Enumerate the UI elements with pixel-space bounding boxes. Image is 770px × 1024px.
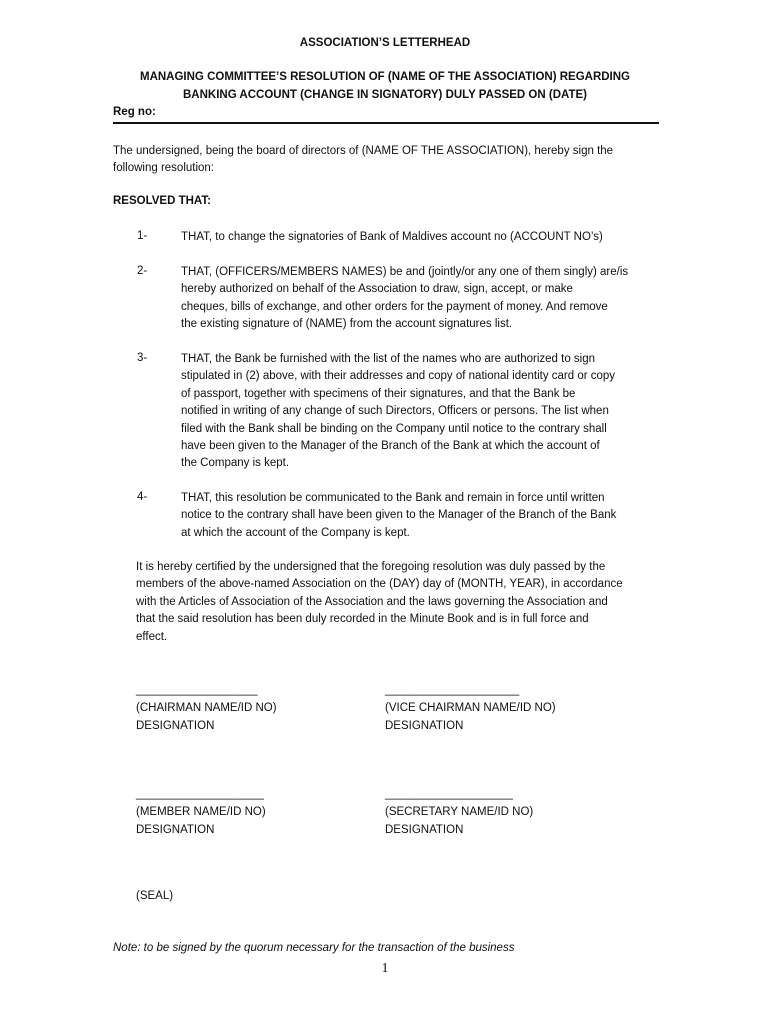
intro-line: following resolution: bbox=[113, 162, 215, 175]
footer-note: Note: to be signed by the quorum necessary for the transaction of the business bbox=[113, 942, 515, 954]
page-number: 1 bbox=[381, 961, 389, 976]
document-title-line-1: MANAGING COMMITTEE’S RESOLUTION OF (NAME OF THE ASSOCIATION) REGARDING bbox=[139, 71, 631, 83]
vice-chairman-signature-block bbox=[385, 681, 556, 735]
secretary-designation-label: DESIGNATION bbox=[385, 824, 464, 836]
resolution-line: cheques, bills of exchange, and other orders for the payment of money. And remove bbox=[181, 300, 608, 313]
seal-label: (SEAL) bbox=[136, 890, 174, 902]
resolution-item-3 bbox=[181, 351, 659, 473]
resolution-line: at which the account of the Company is kept. bbox=[181, 526, 410, 539]
intro-line: The undersigned, being the board of directors of (NAME OF THE ASSOCIATION), hereby sign the bbox=[113, 145, 614, 157]
resolution-line: filed with the Bank shall be binding on the Company until notice to the contrary shall bbox=[181, 422, 607, 435]
intro-paragraph bbox=[113, 143, 659, 178]
resolution-number: 4- bbox=[137, 491, 148, 503]
resolution-line: stipulated in (2) above, with their addresses and copy of national identity card or copy bbox=[181, 370, 616, 383]
member-signature-block bbox=[136, 785, 266, 839]
chairman-designation-label: DESIGNATION bbox=[136, 720, 215, 732]
resolution-line: of passport, together with specimens of their signatures, and that the Bank be bbox=[181, 387, 576, 400]
member-name-label: (MEMBER NAME/ID NO) bbox=[136, 806, 266, 818]
member-designation-label: DESIGNATION bbox=[136, 824, 215, 836]
resolution-line: THAT, to change the signatories of Bank of Maldives account no (ACCOUNT NO’s) bbox=[181, 231, 603, 243]
resolution-line: have been given to the Manager of the Branch of the Bank at which the account of bbox=[181, 440, 600, 453]
resolution-item-1 bbox=[181, 229, 659, 246]
secretary-name-label: (SECRETARY NAME/ID NO) bbox=[385, 806, 534, 818]
chairman-name-label: (CHAIRMAN NAME/ID NO) bbox=[136, 702, 277, 714]
vice-chairman-designation-label: DESIGNATION bbox=[385, 720, 464, 732]
signature-line: ____________________ bbox=[136, 788, 264, 800]
resolution-line: hereby authorized on behalf of the Association to draw, sign, accept, or make bbox=[181, 283, 573, 296]
certification-line: that the said resolution has been duly recorded in the Minute Book and is in full force and bbox=[136, 613, 589, 626]
resolution-line: THAT, (OFFICERS/MEMBERS NAMES) be and (jointly/or any one of them singly) are/is bbox=[181, 266, 629, 278]
certification-line: effect. bbox=[136, 630, 168, 643]
resolution-number: 2- bbox=[137, 265, 148, 277]
resolution-number: 1- bbox=[137, 230, 148, 242]
resolution-line: THAT, the Bank be furnished with the list of the names who are authorized to sign bbox=[181, 353, 596, 365]
certification-line: with the Articles of Association of the Association and the laws governing the Association and bbox=[136, 595, 608, 608]
resolution-line: notice to the contrary shall have been given to the Manager of the Branch of the Bank bbox=[181, 509, 617, 522]
signature-line: ___________________ bbox=[136, 684, 258, 696]
chairman-signature-block bbox=[136, 681, 277, 735]
resolution-line: the existing signature of (NAME) from the account signatures list. bbox=[181, 318, 513, 331]
reg-no-label: Reg no: bbox=[113, 106, 156, 118]
resolution-line: THAT, this resolution be communicated to the Bank and remain in force until written bbox=[181, 492, 605, 504]
document-title-line-2: BANKING ACCOUNT (CHANGE IN SIGNATORY) DULY PASSED ON (DATE) bbox=[182, 89, 587, 101]
resolution-line: the Company is kept. bbox=[181, 457, 290, 470]
letterhead-heading: ASSOCIATION’S LETTERHEAD bbox=[299, 37, 471, 49]
header-divider bbox=[113, 122, 659, 124]
resolved-heading: RESOLVED THAT: bbox=[113, 195, 211, 207]
resolution-number: 3- bbox=[137, 352, 148, 364]
vice-chairman-name-label: (VICE CHAIRMAN NAME/ID NO) bbox=[385, 702, 556, 714]
resolution-item-4 bbox=[181, 490, 659, 542]
certification-line: It is hereby certified by the undersigned that the foregoing resolution was duly passed by the bbox=[136, 561, 606, 573]
certification-paragraph bbox=[136, 559, 659, 646]
certification-line: members of the above-named Association on the (DAY) day of (MONTH, YEAR), in accordance bbox=[136, 578, 623, 591]
resolution-line: notified in writing of any change of such Directors, Officers or persons. The list when bbox=[181, 405, 609, 418]
signature-line: ____________________ bbox=[385, 788, 513, 800]
resolution-item-2 bbox=[181, 264, 659, 334]
secretary-signature-block bbox=[385, 785, 533, 839]
signature-line: _____________________ bbox=[385, 684, 520, 696]
